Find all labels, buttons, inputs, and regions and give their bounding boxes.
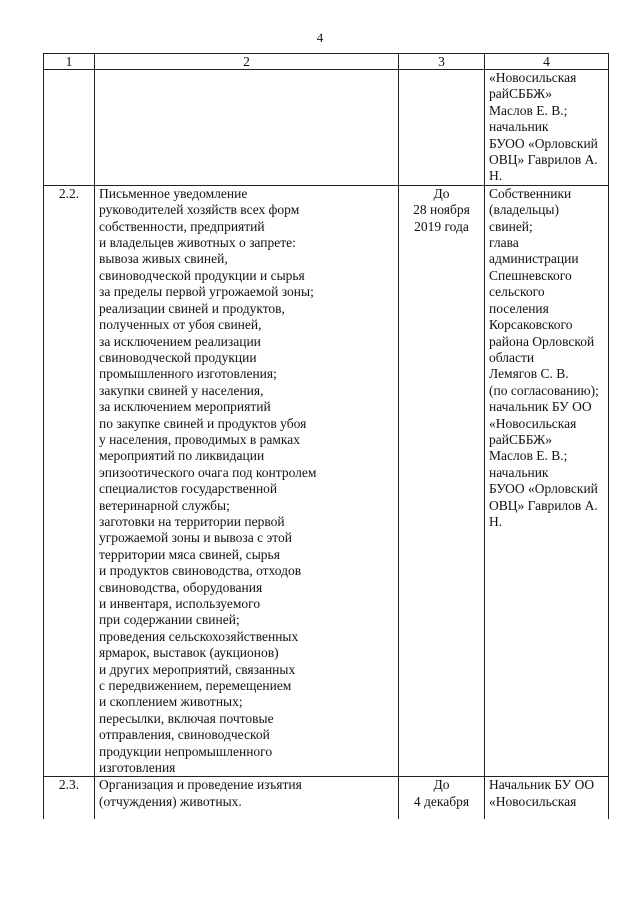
measure-text: Организация и проведение изъятия (отчуждения) животных.	[95, 777, 399, 819]
table-row	[44, 70, 609, 186]
measure-text: Письменное уведомление руководителей хозяйств всех форм собственности, предприятий и владельцев животных о запрете: вывоза живых свиней, свиноводческой продукции и сырья за пределы первой угрожаемой зоны; реализации свиней и продуктов, полученных от убоя свиней, за исключением реализации свиноводческой продукции промышленного изготовления; закупки свиней у населения, за исключением мероприятий по закупке свиней и продуктов убоя у населения, проводимых в рамках мероприятий по ликвидации эпизоотического очага под контролем специалистов государственной ветеринарной службы; заготовки на территории первой угрожаемой зоны и вывоза с этой территории мяса свиней, сырья и продуктов свиноводства, отходов свиноводства, оборудования и инвентаря, используемого при содержании свиней; проведения сельскохозяйственных ярмарок, выставок (аукционов) и других мероприятий, связанных с передвижением, перемещением и скоплением животных; пересылки, включая почтовые отправления, свиноводческой продукции непромышленного изготовления	[95, 185, 399, 777]
header-col-3: 3	[399, 54, 485, 70]
table-row	[44, 185, 609, 777]
table-row	[44, 777, 609, 819]
measure-text	[95, 70, 399, 186]
table-header-row	[44, 54, 609, 70]
deadline-text: До 28 ноября 2019 года	[399, 185, 485, 777]
header-col-4: 4	[485, 54, 609, 70]
row-number: 2.2.	[44, 185, 95, 777]
responsible-text: Собственники (владельцы) свиней; глава администрации Спешневского сельского поселения Корсаковского района Орловской области Лемягов С. В. (по согласованию); начальник БУ ОО «Новосильская райСББЖ» Маслов Е. В.; начальник БУОО «Орловский ОВЦ» Гаврилов А. Н.	[485, 185, 609, 777]
deadline-text	[399, 70, 485, 186]
responsible-text: Начальник БУ ОО «Новосильская	[485, 777, 609, 819]
header-col-2: 2	[95, 54, 399, 70]
row-number: 2.3.	[44, 777, 95, 819]
row-number	[44, 70, 95, 186]
responsible-text: «Новосильская райСББЖ» Маслов Е. В.; начальник БУОО «Орловский ОВЦ» Гаврилов А. Н.	[485, 70, 609, 186]
page-number: 4	[316, 30, 324, 45]
header-col-1: 1	[44, 54, 95, 70]
measures-table	[43, 53, 609, 819]
deadline-text: До 4 декабря	[399, 777, 485, 819]
